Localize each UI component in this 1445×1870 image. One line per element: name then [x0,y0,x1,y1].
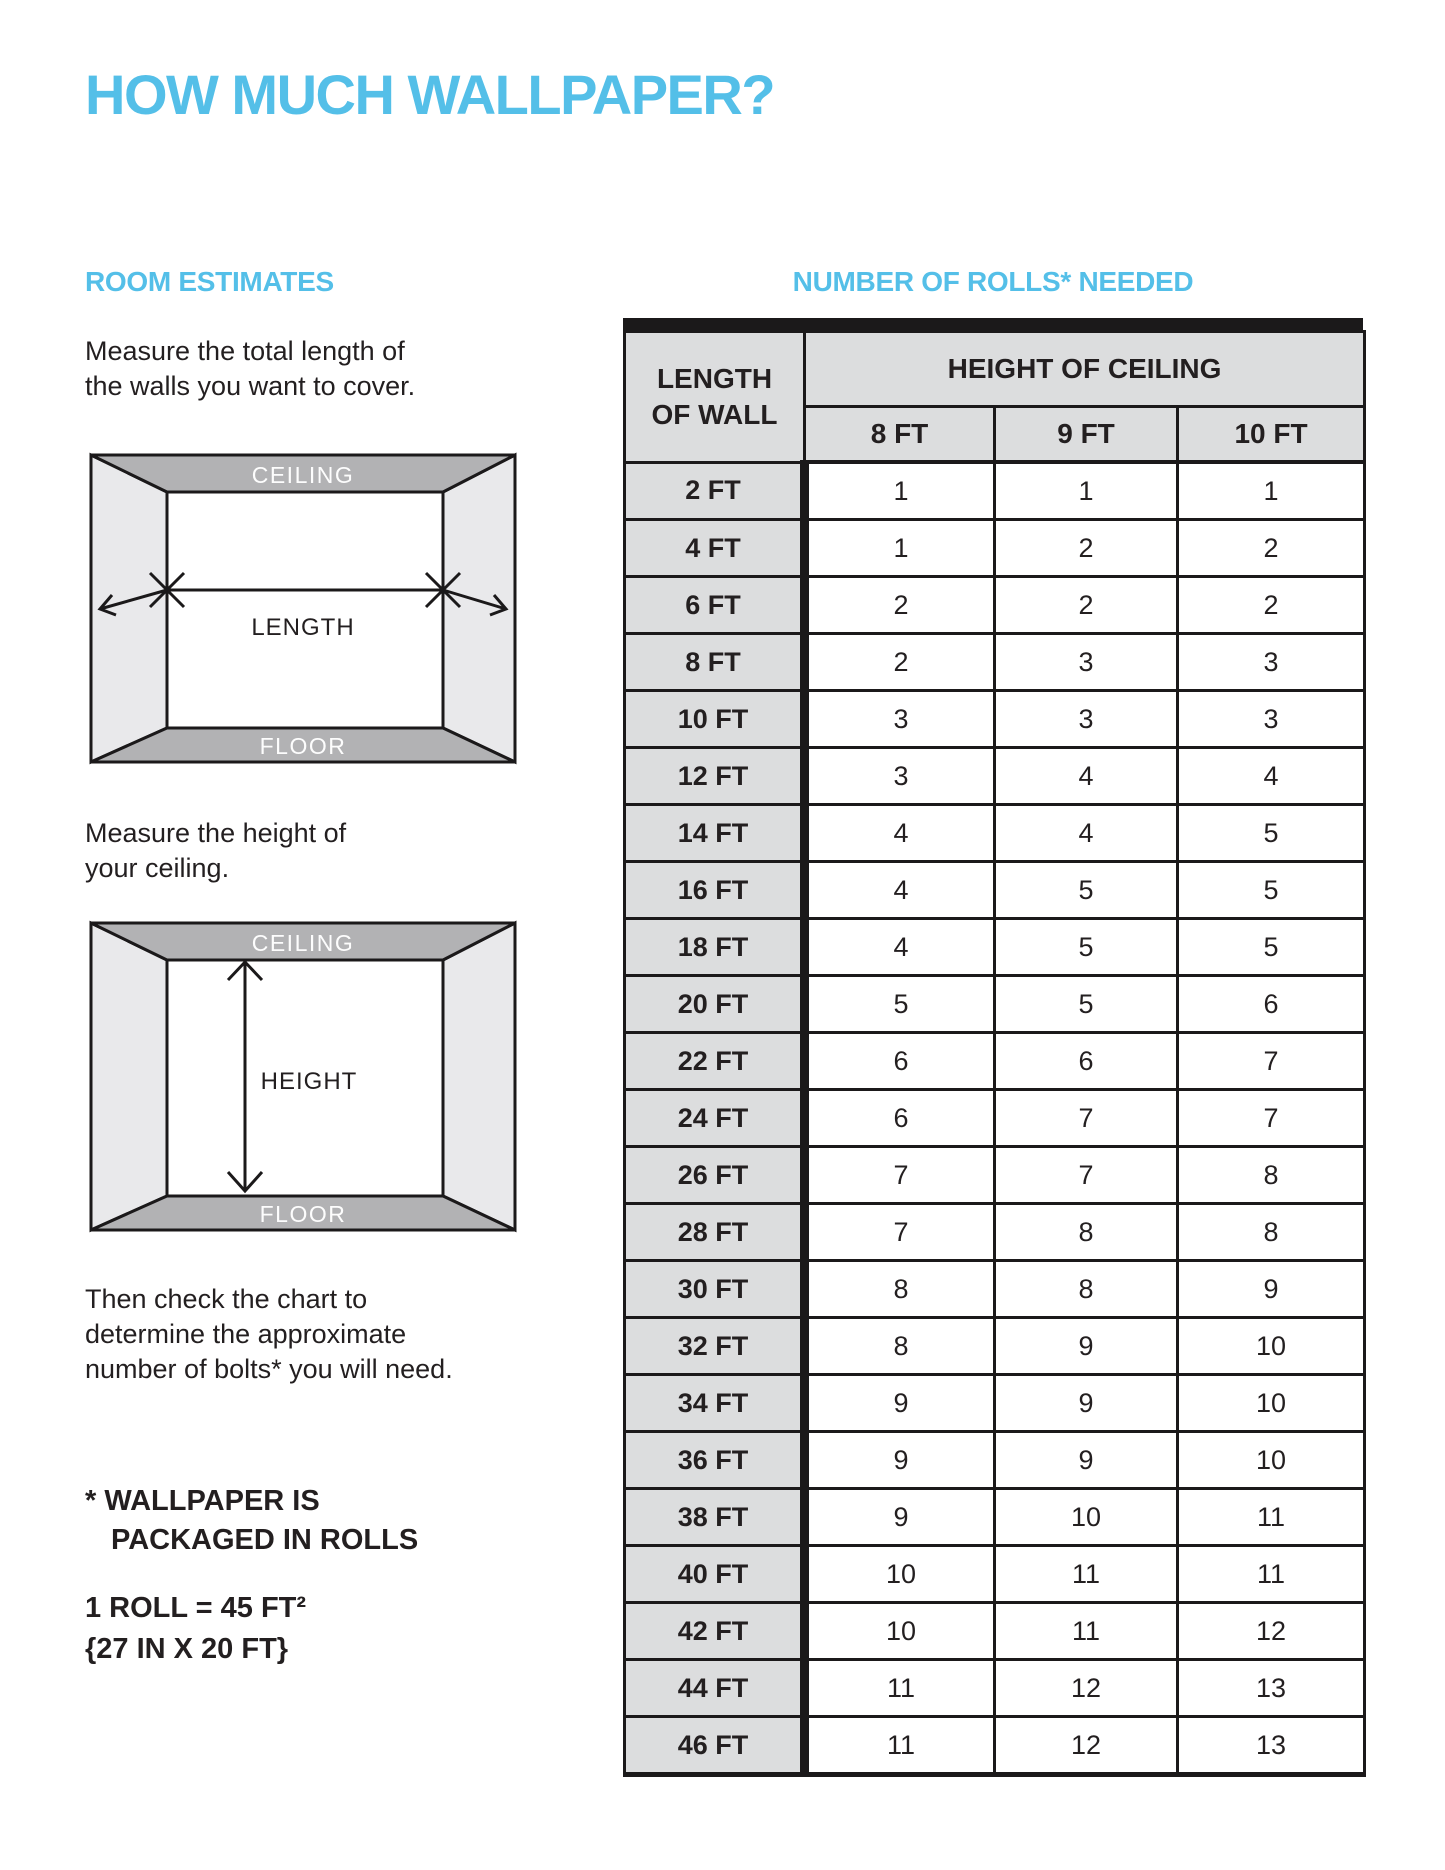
rolls-table [623,318,1363,1777]
rolls-value-cell: 8 [995,1204,1178,1261]
rolls-value-cell: 3 [1178,634,1365,691]
rolls-value-cell: 2 [1178,520,1365,577]
room-estimates-heading: ROOM ESTIMATES [85,266,334,297]
step3-line: number of bolts* you will need. [85,1354,453,1384]
wall-length-cell: 24 FT [625,1090,805,1147]
table-row [625,1432,1365,1489]
rolls-table-grid [623,330,1366,1777]
table-row [625,1603,1365,1660]
rolls-value-cell: 5 [805,976,995,1033]
back-wall-shape [167,492,443,728]
step1-line: Measure the total length of [85,336,405,366]
table-row [625,976,1365,1033]
rolls-value-cell: 10 [995,1489,1178,1546]
table-row [625,1147,1365,1204]
height-label: HEIGHT [260,1068,358,1095]
table-row [625,1489,1365,1546]
rolls-footnote [85,1482,418,1560]
rolls-value-cell: 11 [995,1603,1178,1660]
wall-length-cell: 34 FT [625,1375,805,1432]
rolls-value-cell: 2 [805,634,995,691]
table-row [625,805,1365,862]
wall-length-cell: 6 FT [625,577,805,634]
col-header-9ft: 9 FT [995,407,1178,463]
rolls-value-cell: 9 [995,1318,1178,1375]
rolls-value-cell: 9 [805,1489,995,1546]
rolls-value-cell: 5 [1178,862,1365,919]
rolls-value-cell: 1 [995,462,1178,520]
row-axis-header-line: LENGTH [656,362,773,394]
footnote-line: PACKAGED IN ROLLS [111,1524,419,1556]
wall-length-cell: 2 FT [625,462,805,520]
rolls-value-cell: 13 [1178,1660,1365,1717]
wall-length-cell: 12 FT [625,748,805,805]
step2-line: your ceiling. [85,853,230,883]
wall-length-cell: 38 FT [625,1489,805,1546]
rolls-value-cell: 7 [995,1090,1178,1147]
rolls-value-cell: 7 [805,1204,995,1261]
rolls-value-cell: 2 [805,577,995,634]
wall-length-cell: 18 FT [625,919,805,976]
table-row [625,1717,1365,1775]
rolls-value-cell: 9 [805,1375,995,1432]
rolls-value-cell: 3 [995,691,1178,748]
rolls-value-cell: 10 [1178,1375,1365,1432]
wall-length-cell: 14 FT [625,805,805,862]
rolls-value-cell: 6 [805,1033,995,1090]
col-header-10ft: 10 FT [1178,407,1365,463]
rolls-value-cell: 9 [1178,1261,1365,1318]
rolls-value-cell: 9 [805,1432,995,1489]
wall-length-cell: 4 FT [625,520,805,577]
rolls-value-cell: 1 [805,462,995,520]
rolls-value-cell: 4 [805,862,995,919]
rolls-value-cell: 1 [805,520,995,577]
rolls-value-cell: 9 [995,1432,1178,1489]
wall-length-cell: 36 FT [625,1432,805,1489]
rolls-value-cell: 8 [995,1261,1178,1318]
wall-length-cell: 28 FT [625,1204,805,1261]
table-row [625,1261,1365,1318]
ceiling-label: CEILING [251,462,355,488]
table-row [625,1033,1365,1090]
rolls-needed-heading: NUMBER OF ROLLS* NEEDED [792,266,1194,297]
rolls-value-cell: 4 [1178,748,1365,805]
rolls-value-cell: 10 [805,1546,995,1603]
rolls-value-cell: 9 [995,1375,1178,1432]
rolls-value-cell: 4 [995,748,1178,805]
rolls-value-cell: 7 [1178,1033,1365,1090]
step2-line: Measure the height of [85,818,347,848]
wall-length-cell: 42 FT [625,1603,805,1660]
wall-length-cell: 46 FT [625,1717,805,1775]
wall-length-cell: 30 FT [625,1261,805,1318]
step2-instruction [85,816,346,886]
rolls-value-cell: 3 [805,691,995,748]
table-row [625,520,1365,577]
rolls-value-cell: 4 [805,805,995,862]
wall-length-cell: 32 FT [625,1318,805,1375]
step1-instruction [85,334,415,404]
table-row [625,1090,1365,1147]
floor-label: FLOOR [259,1201,347,1227]
step3-line: determine the approximate [85,1319,407,1349]
rolls-value-cell: 5 [1178,805,1365,862]
table-row [625,634,1365,691]
rolls-value-cell: 8 [1178,1204,1365,1261]
rolls-value-cell: 7 [805,1147,995,1204]
rolls-value-cell: 12 [995,1717,1178,1775]
col-group-header: HEIGHT OF CEILING [805,332,1365,407]
rolls-value-cell: 6 [1178,976,1365,1033]
rolls-value-cell: 4 [805,919,995,976]
footnote-line: * WALLPAPER IS [85,1485,320,1517]
rolls-value-cell: 11 [1178,1489,1365,1546]
rolls-value-cell: 7 [1178,1090,1365,1147]
table-row [625,1660,1365,1717]
table-row [625,1318,1365,1375]
step1-line: the walls you want to cover. [85,371,416,401]
rolls-value-cell: 6 [995,1033,1178,1090]
rolls-value-cell: 10 [1178,1318,1365,1375]
row-axis-header [625,332,805,463]
rolls-value-cell: 13 [1178,1717,1365,1775]
table-row [625,748,1365,805]
row-axis-header-line: OF WALL [651,398,778,430]
rolls-value-cell: 6 [805,1090,995,1147]
wall-length-cell: 8 FT [625,634,805,691]
rolls-value-cell: 11 [805,1717,995,1775]
wall-length-cell: 44 FT [625,1660,805,1717]
rolls-value-cell: 4 [995,805,1178,862]
table-row [625,577,1365,634]
rolls-value-cell: 3 [805,748,995,805]
wall-length-cell: 10 FT [625,691,805,748]
table-row [625,691,1365,748]
rolls-value-cell: 8 [805,1318,995,1375]
rolls-value-cell: 8 [1178,1147,1365,1204]
room-length-diagram [88,452,518,765]
left-wall-shape [91,923,167,1230]
floor-label: FLOOR [259,733,347,759]
wall-length-cell: 20 FT [625,976,805,1033]
rolls-value-cell: 3 [995,634,1178,691]
rolls-table-body [625,462,1365,1775]
right-wall-shape [443,923,515,1230]
col-header-8ft: 8 FT [805,407,995,463]
table-row [625,462,1365,520]
wall-length-cell: 16 FT [625,862,805,919]
rolls-value-cell: 5 [995,919,1178,976]
rolls-value-cell: 12 [1178,1603,1365,1660]
wall-length-cell: 26 FT [625,1147,805,1204]
wall-length-cell: 22 FT [625,1033,805,1090]
rolls-value-cell: 2 [995,520,1178,577]
roll-size-line: 1 ROLL = 45 FT² [85,1592,307,1624]
rolls-value-cell: 3 [1178,691,1365,748]
rolls-value-cell: 12 [995,1660,1178,1717]
rolls-value-cell: 10 [1178,1432,1365,1489]
table-row [625,1546,1365,1603]
rolls-value-cell: 7 [995,1147,1178,1204]
step3-instruction [85,1282,453,1387]
table-row [625,862,1365,919]
rolls-value-cell: 5 [995,976,1178,1033]
step3-line: Then check the chart to [85,1284,368,1314]
rolls-value-cell: 5 [995,862,1178,919]
table-row [625,919,1365,976]
page-title: HOW MUCH WALLPAPER? [85,63,775,126]
rolls-value-cell: 10 [805,1603,995,1660]
ceiling-label: CEILING [251,930,355,956]
rolls-value-cell: 2 [995,577,1178,634]
roll-size-line: {27 IN X 20 FT} [85,1633,289,1665]
rolls-value-cell: 8 [805,1261,995,1318]
roll-size-info [85,1588,306,1670]
rolls-value-cell: 1 [1178,462,1365,520]
rolls-value-cell: 5 [1178,919,1365,976]
table-row [625,1204,1365,1261]
table-row [625,1375,1365,1432]
rolls-value-cell: 11 [1178,1546,1365,1603]
rolls-value-cell: 11 [995,1546,1178,1603]
length-label: LENGTH [251,614,355,641]
rolls-value-cell: 2 [1178,577,1365,634]
wall-length-cell: 40 FT [625,1546,805,1603]
rolls-value-cell: 11 [805,1660,995,1717]
room-height-diagram [88,920,518,1233]
table-top-bar [623,318,1363,330]
table-header-row [625,332,1365,407]
